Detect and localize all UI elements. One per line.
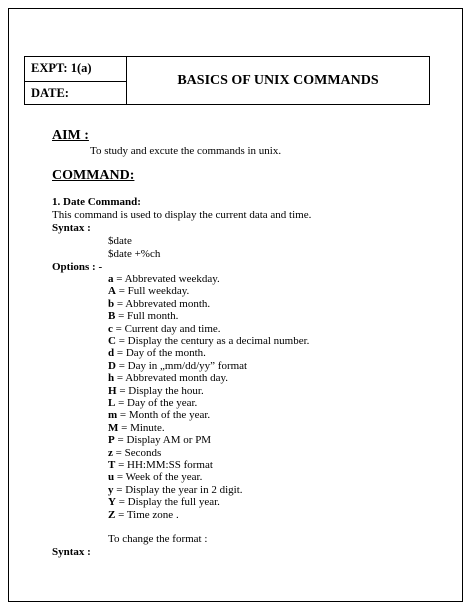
expt-label: EXPT: 1(a) [31,61,92,75]
option-item [108,347,206,359]
option-item [108,385,204,397]
aim-text: To study and excute the commands in unix. [90,145,282,157]
option-description: = Abbrevated month. [114,297,211,310]
option-description: = Day in „mm/dd/yy” format [115,359,248,372]
date-command-description: This command is used to display the current data and time. [52,209,312,221]
option-key: C [108,335,116,347]
option-key: T [108,459,116,471]
option-description: = Full weekday. [115,285,190,298]
option-item [108,397,197,409]
option-description: = Minute. [118,421,165,434]
option-item [108,372,228,384]
option-key: h [108,372,115,385]
option-item [108,273,220,285]
option-item [108,434,211,446]
option-key: M [108,421,119,434]
command-heading: COMMAND: [52,168,135,183]
option-key: y [108,483,114,496]
option-item [108,298,210,310]
option-item [108,409,210,421]
syntax-label-2: Syntax : [52,546,91,558]
option-key: m [108,409,118,422]
option-item [108,484,243,496]
option-key: B [108,310,116,323]
option-item [108,509,179,521]
option-key: d [108,347,115,360]
option-item [108,471,202,483]
option-description: = Display the hour. [116,384,204,397]
option-item [108,335,309,347]
option-item [108,447,161,459]
option-description: = Display AM or PM [114,434,212,447]
document-title: BASICS OF UNIX COMMANDS [177,72,379,88]
option-description: = Seconds [112,446,162,459]
option-key: H [108,384,117,397]
option-key: L [108,397,116,409]
header-left-column [25,57,127,104]
option-description: = Full month. [115,310,179,323]
option-key: b [108,297,115,310]
aim-heading: AIM : [52,128,89,143]
syntax-line: $date +%ch [108,248,161,260]
option-key: z [108,446,113,459]
option-description: = Abbrevated month day. [114,372,229,385]
option-description: = Month of the year. [117,409,211,422]
option-item [108,360,247,372]
option-description: = Day of the year. [115,397,198,409]
date-label: DATE: [31,86,69,100]
option-description: = Display the year in 2 digit. [113,483,243,496]
option-item [108,285,189,297]
option-key: Y [108,496,116,509]
option-item [108,496,220,508]
option-item [108,422,165,434]
option-item [108,459,213,471]
option-key: c [108,322,113,335]
header-divider [25,81,126,82]
option-description: = Abbrevated weekday. [113,273,220,285]
option-key: Z [108,508,116,521]
date-command-subheading: 1. Date Command: [52,196,141,208]
option-description: = HH:MM:SS format [115,459,213,471]
change-format-text: To change the format : [108,533,208,545]
option-item [108,323,221,335]
syntax-label: Syntax : [52,222,91,234]
syntax-line: $date [108,235,132,247]
option-key: D [108,359,116,372]
option-key: P [108,434,115,447]
option-description: = Display the century as a decimal number. [115,335,310,347]
header-table [24,56,430,105]
option-description: = Current day and time. [112,322,221,335]
option-description: = Day of the month. [114,347,206,360]
option-item [108,310,178,322]
options-label: Options : - [52,261,103,273]
option-key: A [108,285,116,298]
option-description: = Time zone . [115,508,179,521]
option-description: = Week of the year. [114,471,203,484]
option-description: = Display the full year. [115,496,220,509]
option-key: u [108,471,115,484]
option-key: a [108,273,114,285]
